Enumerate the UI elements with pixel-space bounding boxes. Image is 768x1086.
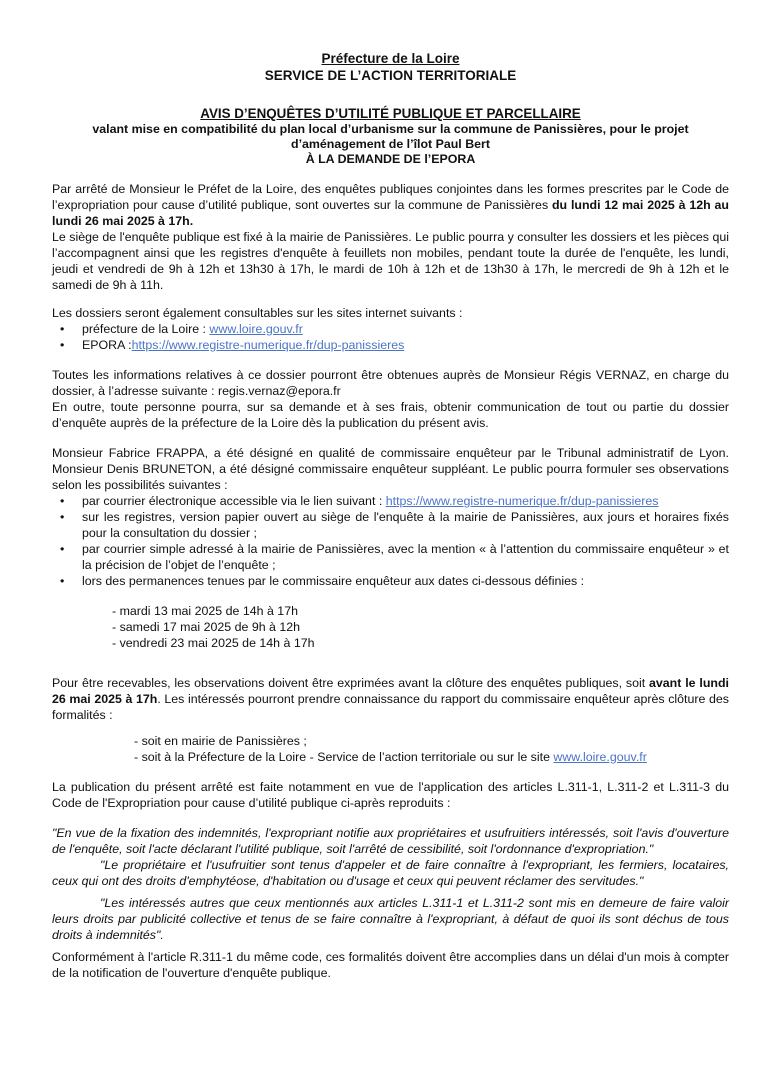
- legal-conclusion: Conformément à l'article R.311-1 du même code, ces formalités doivent être accomplies dans un délai d'un mois à compter de la notification de l'ouverture d'enquête publique.: [52, 950, 729, 980]
- notice-requester: À LA DEMANDE DE l’EPORA: [305, 152, 476, 166]
- legal-quote-l311-2: "Le propriétaire et l'usufruitier sont tenus d'appeler et de faire connaître à l'expropriant, les fermiers, locataires, ceux qui ont des droits d'emphytéose, d'habitation ou d'usage et ceux qui peuvent réclamer des servitudes.": [52, 858, 729, 888]
- siege-paragraph: Le siège de l'enquête publique est fixé à la mairie de Panissières. Le public pourra y consulter les dossiers et les pièces qui l’accompagnent ainsi que les registres d'enquête à feuillets non mobiles, pendant toute la durée de l'enquête, les lundi, jeudi et vendredi de 9h à 12h et 13h30 à 17h, le mardi de 10h à 12h et de 13h30 à 17h, le mercredi de 9h à 12h et le samedi de 9h à 11h.: [52, 230, 729, 292]
- epora-link[interactable]: https://www.registre-numerique.fr/dup-panissieres: [131, 338, 405, 352]
- notice-subtitle-1: valant mise en compatibilité du plan local d’urbanisme sur la commune de Panissières, pour le projet: [92, 122, 689, 136]
- permanences-list: [52, 603, 729, 651]
- prefecture-link[interactable]: www.loire.gouv.fr: [209, 322, 303, 336]
- deadline-text-after: . Les intéressés pourront prendre connaissance du rapport du commissaire enquêteur après clôture des formalités :: [52, 692, 729, 722]
- websites-intro: Les dossiers seront également consultables sur les sites internet suivants :: [52, 306, 463, 320]
- authority-name: Préfecture de la Loire: [321, 51, 460, 66]
- legal-quote-l311-1: "En vue de la fixation des indemnités, l'expropriant notifie aux propriétaires et usufruitiers intéressés, soit l'avis d'ouverture de l'enquête, soit l'acte déclarant l'utilité publique, soit l'arrêté de cessibilité, soit l'ordonnance d'expropriation.": [52, 826, 729, 856]
- loire-gouv-link[interactable]: www.loire.gouv.fr: [553, 750, 647, 764]
- commissioner-paragraph: Monsieur Fabrice FRAPPA, a été désigné en qualité de commissaire enquêteur par le Tribunal administratif de Lyon. Monsieur Denis BRUNETON, a été désigné commissaire enquêteur suppléant. Le public pourra formuler ses observations selon les possibilités suivantes :: [52, 446, 729, 492]
- permanence-date: - mardi 13 mai 2025 de 14h à 17h: [112, 604, 298, 618]
- observation-options-list: [52, 493, 729, 589]
- option-item: • sur les registres, version papier ouvert au siège de l'enquête à la mairie de Panissières, aux jours et horaires fixés pour la consultation du dossier ;: [52, 509, 729, 541]
- option-item: • par courrier simple adressé à la mairie de Panissières, avec la mention « à l’attention du commissaire enquêteur » et la précision de l’objet de l’enquête ;: [52, 541, 729, 573]
- document-header: [52, 50, 729, 84]
- deadline-date: avant le lundi 26 mai 2025 à 17h: [52, 676, 729, 706]
- website-item: [52, 321, 729, 337]
- legal-quote-l311-3: "Les intéressés autres que ceux mentionnés aux articles L.311-1 et L.311-2 sont mis en demeure de faire valoir leurs droits par publicité collective et tenus de se faire connaître à l'expropriant, à défaut de quoi ils sont déchus de tous droits à indemnités".: [52, 896, 729, 942]
- deadline-paragraph: [52, 675, 729, 723]
- intro-text: Par arrêté de Monsieur le Préfet de la Loire, des enquêtes publiques conjointes dans les formes prescrites par le Code de l’expropriation pour cause d’utilité publique, sont ouvertes sur la commune de Panissières: [52, 182, 729, 212]
- notice-title: AVIS D’ENQUÊTES D’UTILITÉ PUBLIQUE ET PARCELLAIRE: [200, 106, 581, 121]
- website-label: préfecture de la Loire :: [82, 322, 210, 336]
- registre-link[interactable]: https://www.registre-numerique.fr/dup-panissieres: [385, 494, 659, 508]
- option-item: • lors des permanences tenues par le commissaire enquêteur aux dates ci-dessous définies :: [52, 573, 729, 589]
- permanence-date: - vendredi 23 mai 2025 de 14h à 17h: [112, 636, 315, 650]
- notice-subtitle-2: d’aménagement de l’îlot Paul Bert: [291, 137, 490, 151]
- website-item: [52, 337, 729, 353]
- websites-list: [52, 321, 729, 353]
- deadline-text: Pour être recevables, les observations doivent être exprimées avant la clôture des enquêtes publiques, soit: [52, 676, 649, 690]
- contact-paragraph: Toutes les informations relatives à ce dossier pourront être obtenues auprès de Monsieur Régis VERNAZ, en charge du dossier, à l’adresse suivante : regis.vernaz@epora.fr: [52, 368, 729, 398]
- service-name: SERVICE DE L’ACTION TERRITORIALE: [264, 68, 517, 83]
- notice-document: [52, 50, 729, 981]
- communication-paragraph: En outre, toute personne pourra, sur sa demande et à ses frais, obtenir communication de tout ou partie du dossier d’enquête auprès de la préfecture de la Loire dès la publication du présent avis.: [52, 400, 729, 430]
- inquiry-dates: du lundi 12 mai 2025 à 12h au lundi 26 mai 2025 à 17h.: [52, 198, 729, 228]
- report-places: [52, 733, 729, 765]
- notice-heading: [52, 106, 729, 167]
- website-label: EPORA :: [82, 338, 132, 352]
- intro-paragraph: [52, 181, 729, 229]
- option-text: par courrier électronique accessible via le lien suivant :: [82, 494, 386, 508]
- option-item: [52, 493, 729, 509]
- report-place: [134, 749, 729, 765]
- legal-intro: La publication du présent arrêté est faite notamment en vue de l'application des articles L.311-1, L.311-2 et L.311-3 du Code de l'Expropriation pour cause d’utilité publique ci-après reproduits :: [52, 780, 729, 810]
- report-place-text: - soit à la Préfecture de la Loire - Service de l’action territoriale ou sur le site: [134, 750, 554, 764]
- permanence-date: - samedi 17 mai 2025 de 9h à 12h: [112, 620, 301, 634]
- report-place: - soit en mairie de Panissières ;: [134, 734, 307, 748]
